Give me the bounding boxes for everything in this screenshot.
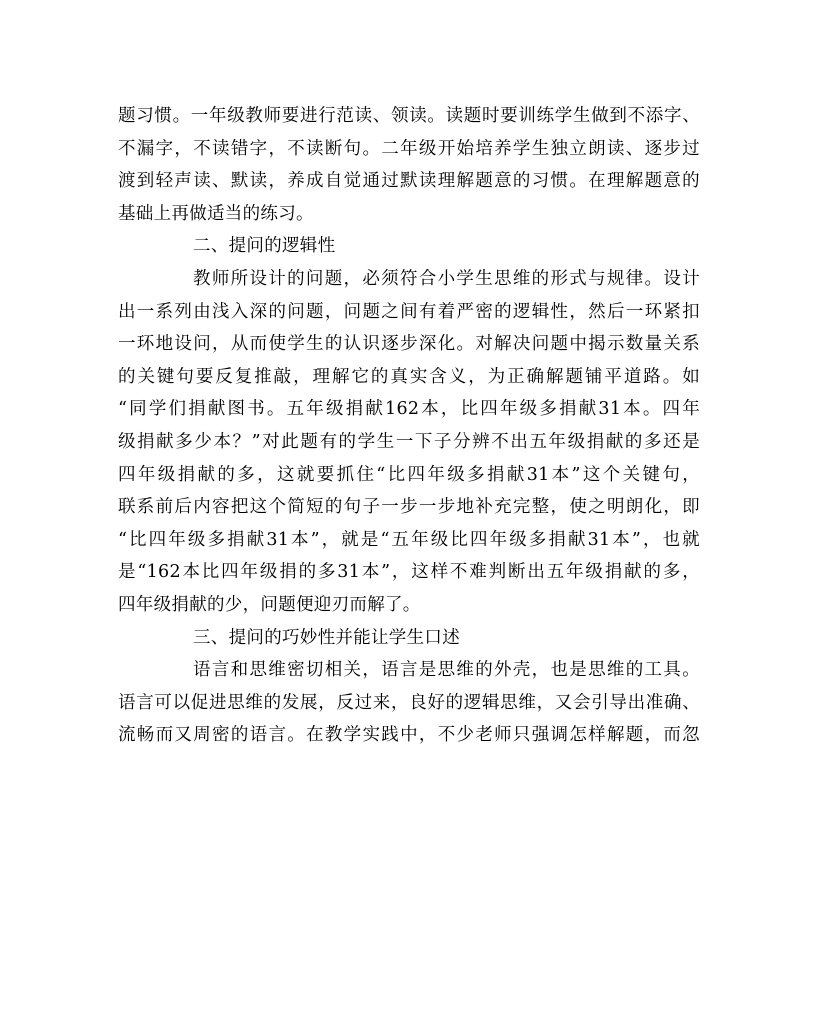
body-text-line: 四年级捐献的少，问题便迎刃而解了。 xyxy=(118,594,421,615)
body-text-line: 的关键句要反复推敲，理解它的真实含义，为正确解题铺平道路。如 xyxy=(118,366,700,387)
body-text-line: “同学们捐献图书。五年级捐献162本，比四年级多捐献31本。四年 xyxy=(118,399,700,420)
section-heading: 二、提问的逻辑性 xyxy=(193,236,336,257)
body-text-line: 语言和思维密切相关，语言是思维的外壳，也是思维的工具。 xyxy=(193,660,700,681)
section-heading: 三、提问的巧妙性并能让学生口述 xyxy=(193,627,460,648)
body-text-line: 流畅而又周密的语言。在教学实践中，不少老师只强调怎样解题，而忽 xyxy=(118,725,700,746)
body-text-line: “比四年级多捐献31本”，就是“五年级比四年级多捐献31本”，也就 xyxy=(118,529,700,550)
body-text-line: 联系前后内容把这个简短的句子一步一步地补充完整，使之明朗化，即 xyxy=(118,497,700,518)
body-text-line: 不漏字，不读错字，不读断句。二年级开始培养学生独立朗读、逐步过 xyxy=(118,138,700,159)
body-text-line: 出一系列由浅入深的问题，问题之间有着严密的逻辑性，然后一环紧扣 xyxy=(118,301,700,322)
body-text-line: 语言可以促进思维的发展，反过来，良好的逻辑思维，又会引导出准确、 xyxy=(118,692,700,713)
body-text-line: 渡到轻声读、默读，养成自觉通过默读理解题意的习惯。在理解题意的 xyxy=(118,171,700,192)
body-text-line: 基础上再做适当的练习。 xyxy=(118,203,314,224)
body-text-line: 教师所设计的问题，必须符合小学生思维的形式与规律。设计 xyxy=(193,268,700,289)
body-text-line: 四年级捐献的多，这就要抓住“比四年级多捐献31本”这个关键句， xyxy=(118,464,700,485)
body-text-line: 题习惯。一年级教师要进行范读、领读。读题时要训练学生做到不添字、 xyxy=(118,106,700,126)
document-body xyxy=(118,100,700,752)
body-text-line: 一环地设问，从而使学生的认识逐步深化。对解决问题中揭示数量关系 xyxy=(118,334,700,355)
body-text-line: 是“162本比四年级捐的多31本”，这样不难判断出五年级捐献的多， xyxy=(118,562,700,583)
body-text-line: 级捐献多少本？”对此题有的学生一下子分辨不出五年级捐献的多还是 xyxy=(118,431,700,452)
